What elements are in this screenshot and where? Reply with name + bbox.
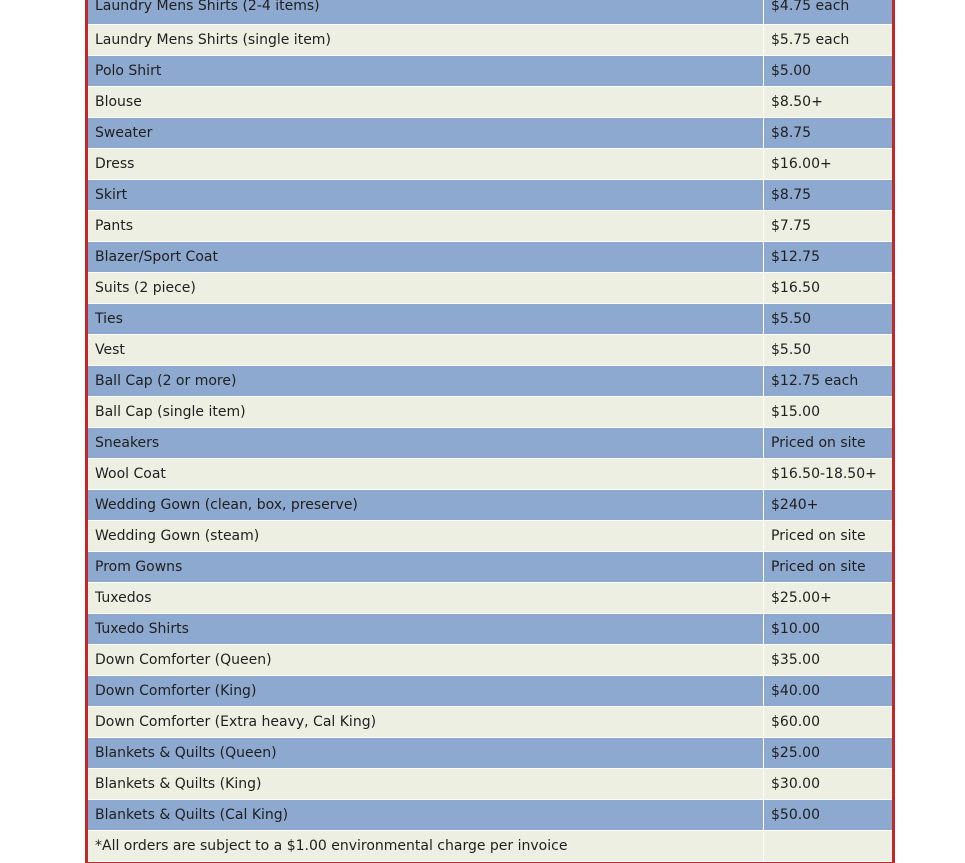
item-price: Priced on site <box>764 552 893 583</box>
item-price: $25.00+ <box>764 583 893 614</box>
item-price: $25.00 <box>764 738 893 769</box>
table-row <box>88 583 892 614</box>
table-row <box>88 118 892 149</box>
table-row <box>88 335 892 366</box>
item-price: $4.75 each <box>764 0 893 25</box>
item-price: $40.00 <box>764 676 893 707</box>
item-name: Blazer/Sport Coat <box>88 242 764 273</box>
table-row <box>88 800 892 831</box>
table-row <box>88 180 892 211</box>
item-name: Dress <box>88 149 764 180</box>
item-price: $16.50 <box>764 273 893 304</box>
item-price: $12.75 <box>764 242 893 273</box>
table-row <box>88 521 892 552</box>
item-price: Priced on site <box>764 428 893 459</box>
table-row <box>88 738 892 769</box>
table-row <box>88 645 892 676</box>
item-price: $240+ <box>764 490 893 521</box>
table-row <box>88 428 892 459</box>
item-name: Polo Shirt <box>88 56 764 87</box>
item-name: Blouse <box>88 87 764 118</box>
item-name: Ball Cap (2 or more) <box>88 366 764 397</box>
table-row <box>88 707 892 738</box>
table-row <box>88 676 892 707</box>
table-row <box>88 459 892 490</box>
item-price: $30.00 <box>764 769 893 800</box>
item-name: Blankets & Quilts (Cal King) <box>88 800 764 831</box>
item-price: $8.50+ <box>764 87 893 118</box>
table-row <box>88 273 892 304</box>
price-table <box>88 0 892 862</box>
item-name: Down Comforter (King) <box>88 676 764 707</box>
table-row <box>88 304 892 335</box>
item-price: Priced on site <box>764 521 893 552</box>
item-price: $60.00 <box>764 707 893 738</box>
item-name: Wedding Gown (steam) <box>88 521 764 552</box>
item-price: $16.50-18.50+ <box>764 459 893 490</box>
item-price: $35.00 <box>764 645 893 676</box>
item-name: Down Comforter (Extra heavy, Cal King) <box>88 707 764 738</box>
item-price: $5.50 <box>764 304 893 335</box>
table-row <box>88 242 892 273</box>
environmental-charge-note: *All orders are subject to a $1.00 environmental charge per invoice <box>88 831 764 862</box>
item-price: $7.75 <box>764 211 893 242</box>
table-row <box>88 0 892 25</box>
item-name: Blankets & Quilts (King) <box>88 769 764 800</box>
item-price: $16.00+ <box>764 149 893 180</box>
table-row <box>88 149 892 180</box>
item-name: Tuxedos <box>88 583 764 614</box>
item-name: Wool Coat <box>88 459 764 490</box>
item-price <box>764 831 893 862</box>
table-row <box>88 56 892 87</box>
item-name: Pants <box>88 211 764 242</box>
item-name: Prom Gowns <box>88 552 764 583</box>
item-name: Blankets & Quilts (Queen) <box>88 738 764 769</box>
item-price: $50.00 <box>764 800 893 831</box>
table-row <box>88 614 892 645</box>
item-name: Vest <box>88 335 764 366</box>
item-price: $5.00 <box>764 56 893 87</box>
item-name: Laundry Mens Shirts (single item) <box>88 25 764 56</box>
item-price: $12.75 each <box>764 366 893 397</box>
table-row <box>88 366 892 397</box>
item-name: Suits (2 piece) <box>88 273 764 304</box>
table-row <box>88 87 892 118</box>
item-price: $8.75 <box>764 180 893 211</box>
item-name: Ties <box>88 304 764 335</box>
item-name: Tuxedo Shirts <box>88 614 764 645</box>
item-name: Ball Cap (single item) <box>88 397 764 428</box>
item-price: $5.50 <box>764 335 893 366</box>
table-row <box>88 490 892 521</box>
table-row <box>88 25 892 56</box>
table-row <box>88 397 892 428</box>
footnote-row <box>88 831 892 862</box>
item-price: $8.75 <box>764 118 893 149</box>
item-name: Sweater <box>88 118 764 149</box>
table-row <box>88 211 892 242</box>
item-name: Wedding Gown (clean, box, preserve) <box>88 490 764 521</box>
price-table-body <box>88 0 892 862</box>
table-row <box>88 552 892 583</box>
item-price: $15.00 <box>764 397 893 428</box>
item-name: Skirt <box>88 180 764 211</box>
price-list-frame <box>85 0 895 863</box>
item-price: $10.00 <box>764 614 893 645</box>
item-name: Down Comforter (Queen) <box>88 645 764 676</box>
item-name: Sneakers <box>88 428 764 459</box>
item-name: Laundry Mens Shirts (2-4 items) <box>88 0 764 25</box>
table-row <box>88 769 892 800</box>
item-price: $5.75 each <box>764 25 893 56</box>
